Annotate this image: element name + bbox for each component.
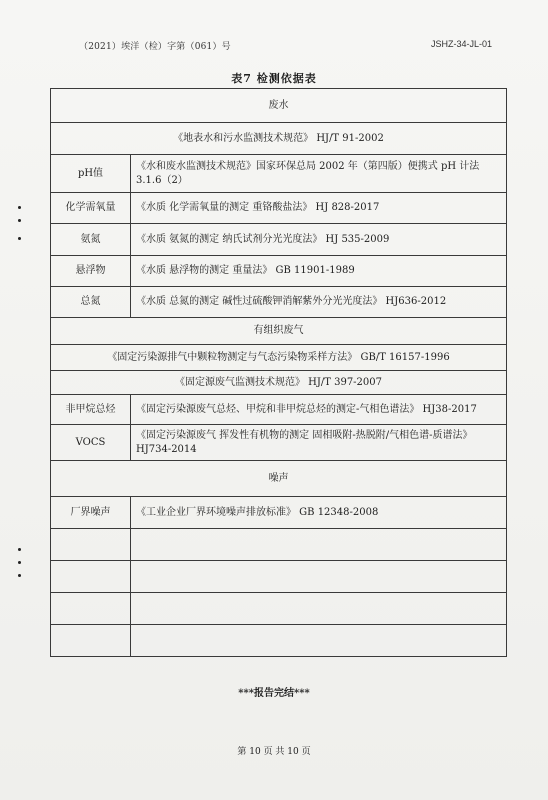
table-row	[51, 256, 507, 287]
table-row	[51, 461, 507, 497]
nh3-method: 《水质 氨氮的测定 纳氏试剂分光光度法》 HJ 535-2009	[131, 224, 507, 256]
report-end-marker: ***报告完结***	[238, 688, 310, 699]
nh3-label: 氨氮	[51, 224, 131, 256]
water-general-standard: 《地表水和污水监测技术规范》 HJ/T 91-2002	[51, 123, 507, 155]
ss-label: 悬浮物	[51, 256, 131, 287]
report-number: （2021）埃洋（检）字第（061）号	[79, 42, 231, 52]
table-row	[51, 123, 507, 155]
binding-hole	[18, 548, 21, 551]
binding-hole	[18, 219, 21, 222]
nmhc-label: 非甲烷总烃	[51, 395, 131, 425]
table-row	[51, 345, 507, 371]
table-row-empty	[51, 625, 507, 657]
table-title: 表7 检测依据表	[231, 72, 317, 85]
table-row	[51, 287, 507, 318]
table-row	[51, 224, 507, 256]
cod-method: 《水质 化学需氧量的测定 重铬酸盐法》 HJ 828-2017	[131, 193, 507, 224]
binding-hole	[18, 206, 21, 209]
tn-label: 总氮	[51, 287, 131, 318]
table-row	[51, 155, 507, 193]
section-header-gas: 有组织废气	[51, 318, 507, 345]
page-number: 第 10 页 共 10 页	[237, 747, 311, 757]
gas-general-standard-1: 《固定污染源排气中颗粒物测定与气态污染物采样方法》 GB/T 16157-1996	[51, 345, 507, 371]
table-row	[51, 395, 507, 425]
table-row	[51, 425, 507, 461]
ss-method: 《水质 悬浮物的测定 重量法》 GB 11901-1989	[131, 256, 507, 287]
form-code: JSHZ-34-JL-01	[430, 39, 492, 49]
table-row-empty	[51, 529, 507, 561]
vocs-label: VOCS	[51, 425, 131, 461]
table-row	[51, 193, 507, 224]
ph-method: 《水和废水监测技术规范》国家环保总局 2002 年（第四版）便携式 pH 计法 3.1.6（2）	[131, 155, 507, 193]
tn-method: 《水质 总氮的测定 碱性过硫酸钾消解紫外分光光度法》 HJ636-2012	[131, 287, 507, 318]
binding-hole	[18, 574, 21, 577]
basis-table	[50, 88, 507, 657]
ph-label: pH值	[51, 155, 131, 193]
section-header-water: 废水	[51, 89, 507, 123]
noise-method: 《工业企业厂界环境噪声排放标准》 GB 12348-2008	[131, 497, 507, 529]
vocs-method: 《固定污染源废气 挥发性有机物的测定 固相吸附-热脱附/气相色谱-质谱法》 HJ734-2014	[131, 425, 507, 461]
binding-hole	[18, 237, 21, 240]
gas-general-standard-2: 《固定源废气监测技术规范》 HJ/T 397-2007	[51, 371, 507, 395]
table-row	[51, 497, 507, 529]
table-row-empty	[51, 593, 507, 625]
section-header-noise: 噪声	[51, 461, 507, 497]
table-row	[51, 318, 507, 345]
table-row	[51, 371, 507, 395]
table-row	[51, 89, 507, 123]
noise-label: 厂界噪声	[51, 497, 131, 529]
table-row-empty	[51, 561, 507, 593]
binding-hole	[18, 561, 21, 564]
cod-label: 化学需氧量	[51, 193, 131, 224]
nmhc-method: 《固定污染源废气总烃、甲烷和非甲烷总烃的测定-气相色谱法》 HJ38-2017	[131, 395, 507, 425]
